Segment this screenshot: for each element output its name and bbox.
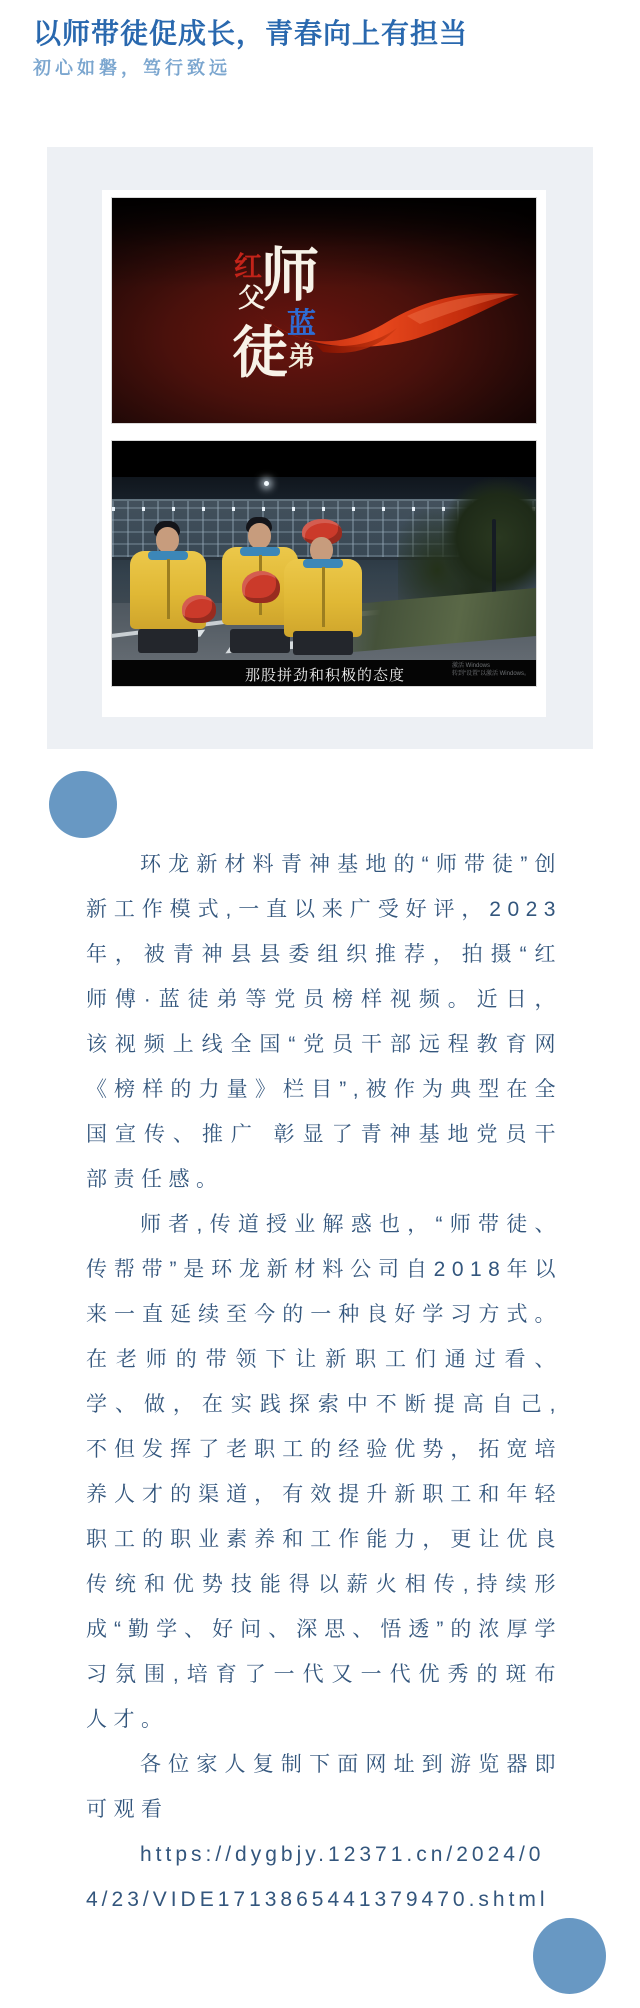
video-subtitle-text: 那股拼劲和积极的态度 bbox=[244, 667, 405, 684]
jacket-zipper bbox=[322, 567, 325, 627]
poster-char-di: 弟 bbox=[288, 342, 315, 373]
video-still-image bbox=[111, 440, 537, 687]
worker-legs bbox=[293, 631, 353, 655]
held-red-helmet bbox=[242, 571, 280, 603]
street-lamp-glow bbox=[264, 481, 269, 486]
jacket-zipper bbox=[167, 559, 170, 619]
video-poster-image bbox=[111, 197, 537, 424]
activate-windows-watermark bbox=[452, 662, 530, 679]
worker-legs bbox=[138, 629, 198, 653]
night-factory-scene bbox=[112, 477, 537, 663]
article-paragraph-3: 各位家人复制下面网址到游览器即可观看 bbox=[86, 1753, 562, 1821]
held-red-helmet bbox=[182, 595, 216, 623]
worker-figure-left bbox=[126, 517, 212, 657]
media-section bbox=[47, 147, 593, 749]
poster-char-shi: 师 bbox=[261, 241, 320, 309]
watermark-line-2: 转到“设置”以激活 Windows。 bbox=[451, 671, 530, 678]
poster-char-hong: 红 bbox=[234, 250, 263, 283]
decorative-circle-bottom bbox=[533, 1918, 606, 1994]
subtitle-bar bbox=[112, 660, 537, 686]
article-paragraph-1: 环龙新材料青神基地的“师带徒”创新工作模式,一直以来广受好评，2023年，被青神县县委组织推荐，拍摄“红师傅·蓝徒弟等党员榜样视频。近日，该视频上线全国“党员干部远程教育网《榜样的力量》栏目”,被作为典型在全国宣传、推广 彰显了青神基地党员干部责任感。 bbox=[86, 853, 562, 1191]
page-title: 以师带徒促成长，青春向上有担当 bbox=[33, 18, 469, 49]
media-card bbox=[102, 190, 546, 717]
worker-figure-right bbox=[280, 519, 366, 657]
page-subtitle: 初心如磐，笃行致远 bbox=[33, 58, 231, 78]
poster-char-tu: 徒 bbox=[232, 320, 288, 386]
poster-char-lan: 蓝 bbox=[287, 306, 317, 340]
video-url: https://dygbjy.12371.cn/2024/04/23/VIDE1713865441379470.shtml bbox=[86, 1843, 549, 1911]
decorative-circle-top bbox=[49, 771, 117, 838]
article-body bbox=[86, 842, 562, 1922]
poster-char-fu: 父 bbox=[238, 283, 265, 314]
worker-head bbox=[248, 523, 271, 549]
article-paragraph-2: 师者,传道授业解惑也，“师带徒、传帮带”是环龙新材料公司自2018年以来一直延续至今的一种良好学习方式。在老师的带领下让新职工们通过看、学、做，在实践探索中不断提高自己,不但发挥了老职工的经验优势，拓宽培养人才的渠道，有效提升新职工和年轻职工的职业素养和工作能力，更让优良传统和优势技能得以薪火相传,持续形成“勤学、好问、深思、悟透”的浓厚学习氛围,培育了一代又一代优秀的斑布人才。 bbox=[86, 1213, 562, 1731]
worker-head bbox=[156, 527, 179, 553]
watermark-line-1: 激活 Windows bbox=[451, 663, 490, 669]
